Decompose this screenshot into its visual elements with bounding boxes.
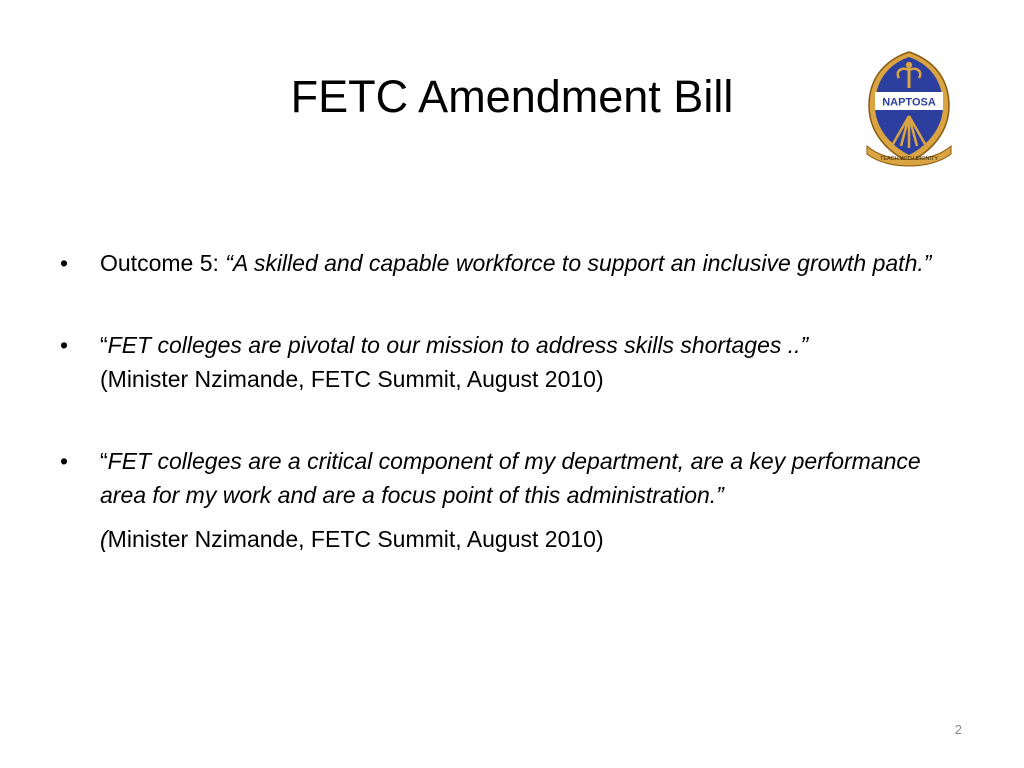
bullet-fet-critical bbox=[60, 444, 940, 556]
svg-text:NAPTOSA: NAPTOSA bbox=[882, 96, 936, 109]
bullet-text bbox=[100, 246, 940, 280]
bullet-citation: Minister Nzimande, FETC Summit, August 2010) bbox=[107, 526, 604, 552]
page-number: 2 bbox=[954, 722, 962, 737]
bullet-dot: • bbox=[60, 250, 69, 276]
bullet-text bbox=[100, 444, 940, 512]
bullet-fet-pivotal bbox=[60, 328, 940, 396]
bullet-outcome-5 bbox=[60, 246, 940, 280]
bullet-quote: FET colleges are pivotal to our mission to address skills shortages ..” bbox=[107, 332, 809, 358]
bullet-dot: • bbox=[60, 448, 69, 474]
bullet-citation-paren: ( bbox=[100, 526, 108, 552]
bullet-citation: (Minister Nzimande, FETC Summit, August 2010) bbox=[100, 366, 604, 392]
bullet-open-quote: “ bbox=[100, 332, 108, 358]
bullet-open-quote: “ bbox=[100, 448, 108, 474]
bullet-quote: FET colleges are a critical component of my department, are a key performance area for my work and are a focus point of this administration.” bbox=[100, 448, 921, 508]
bullet-dot: • bbox=[60, 332, 69, 358]
bullet-list bbox=[60, 246, 940, 604]
slide-title: FETC Amendment Bill bbox=[290, 71, 734, 122]
bullet-quote: “A skilled and capable workforce to support an inclusive growth path.” bbox=[225, 250, 932, 276]
svg-text:TEACH WITH DIGNITY: TEACH WITH DIGNITY bbox=[879, 156, 939, 162]
bullet-lead: Outcome 5: bbox=[100, 250, 226, 276]
naptosa-shield-logo-icon bbox=[861, 48, 957, 168]
bullet-text bbox=[100, 328, 940, 362]
bullet-citation-line bbox=[100, 522, 940, 556]
